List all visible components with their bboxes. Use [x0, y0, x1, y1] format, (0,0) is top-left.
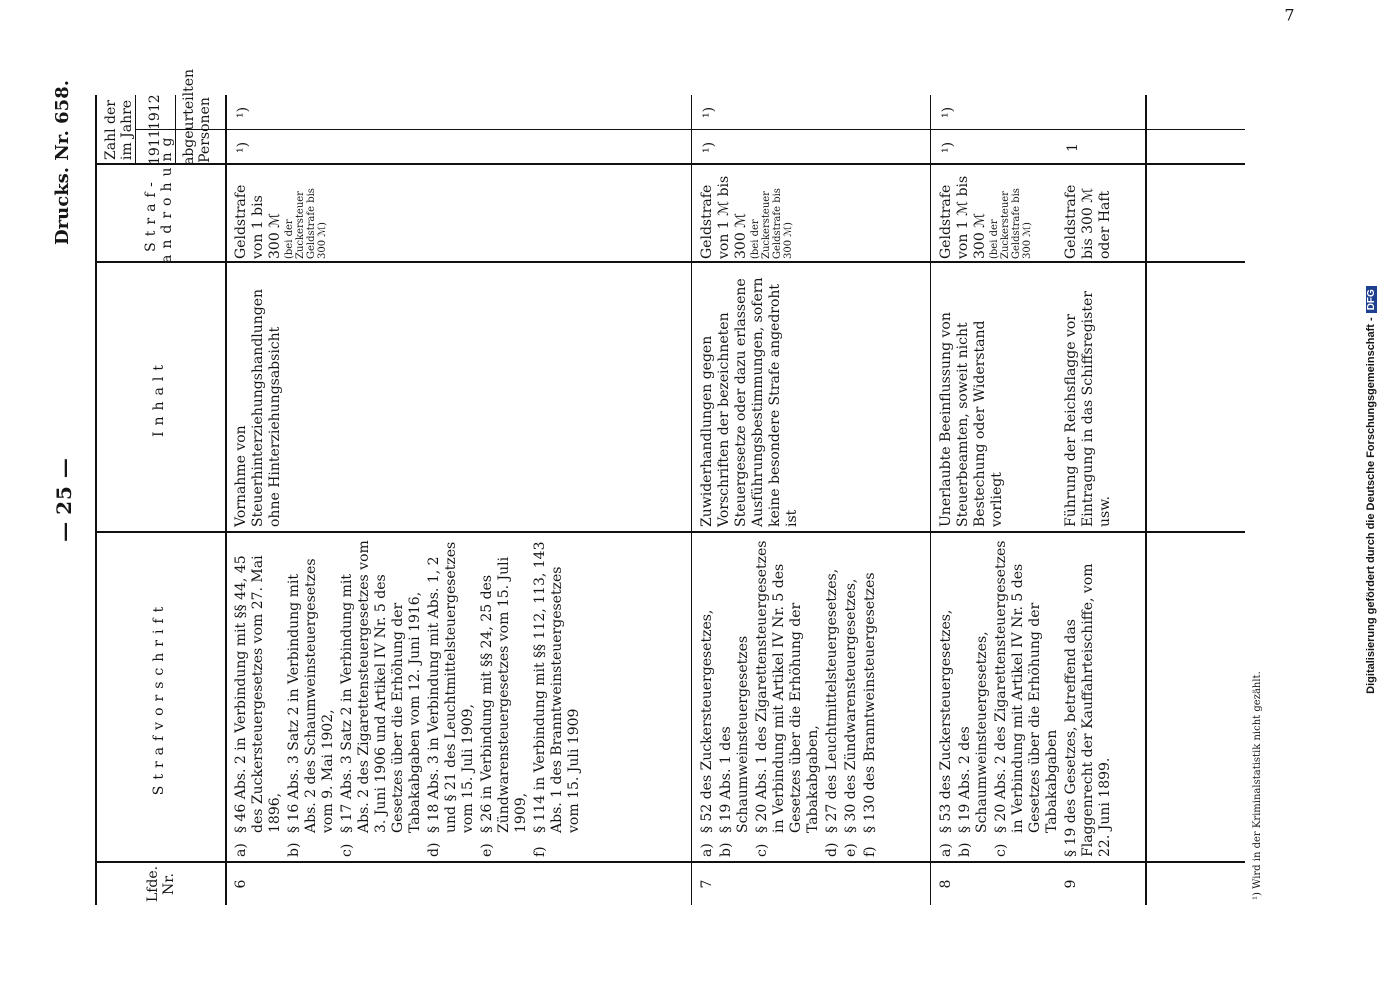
- column-rule: [95, 531, 1245, 533]
- strafvorschrift-cell: [699, 539, 881, 857]
- list-item: c) § 17 Abs. 3 Satz 2 in Verbindung mit Abs. 2 des Zigarettensteuergesetzes vom 3. Juni 1906 und Artikel IV Nr. 5 des Gesetzes über die Erhöhung der Tabakabgaben vom 12. Juni 1916,: [339, 540, 423, 857]
- strafvorschrift-cell: § 19 des Gesetzes, betreffend das Flaggenrecht der Kauffahrteischiffe, vom 22. Juni 1899.: [1063, 563, 1113, 857]
- count-1912: ¹): [235, 106, 251, 119]
- row-rule: [930, 95, 931, 905]
- subheader-rule: [175, 95, 176, 165]
- header-zahl: Zahl der im Jahre: [103, 99, 135, 161]
- row-rule: [691, 95, 692, 905]
- list-item: e) § 26 in Verbindung mit §§ 24, 25 des Zündwarensteuergesetzes vom 15. Juli 1909,: [479, 556, 529, 857]
- table-top-rule: [95, 95, 97, 905]
- header-rule: [225, 95, 227, 905]
- dfg-logo: DFG: [1366, 286, 1377, 313]
- list-item: b) § 16 Abs. 3 Satz 2 in Verbindung mit Abs. 2 des Schaumweinsteuergesetzes vom 9. Mai 1902,: [286, 558, 336, 857]
- header-strafvorschrift: Strafvorschrift: [151, 600, 167, 796]
- list-item: a) § 52 des Zuckersteuergesetzes,: [699, 609, 715, 857]
- footnote: ¹) Wird in der Kriminalstatistik nicht gezählt.: [1252, 671, 1263, 900]
- strafandrohung-cell: Geldstrafe bis 300 ℳ oder Haft: [1063, 184, 1113, 259]
- inhalt-cell: Führung der Reichsflagge vor Eintragung in das Schiffsregister usw.: [1063, 291, 1113, 527]
- inhalt-cell: Zuwiderhandlungen gegen Vorschriften der bezeichneten Steuergesetze oder dazu erlassene Ausführungsbestimmungen, sofern keine besondere Strafe angedroht ist: [699, 277, 800, 527]
- strafandrohung-cell: Geldstrafe von 1 bis 300 ℳ (bei der Zuckersteuer Geldstrafe bis 300 ℳ): [233, 184, 328, 259]
- row-number: 7: [699, 879, 715, 889]
- list-item: f) § 114 in Verbindung mit §§ 112, 113, 143 Abs. 1 des Branntweinsteuergesetzes vom 15. Juli 1909: [532, 541, 582, 857]
- list-item: b) § 19 Abs. 1 des Schaumweinsteuergesetzes: [718, 635, 751, 857]
- druck-number: Drucks. Nr. 658.: [52, 80, 73, 245]
- list-item: c) § 20 Abs. 2 des Zigarettensteuergesetzes in Verbindung mit Artikel IV Nr. 5 des Gesetzes über die Erhöhung der Tabakabgaben: [993, 540, 1060, 857]
- list-item: d) § 27 des Leuchtmittelsteuergesetzes,: [824, 568, 840, 857]
- header-inhalt: Inhalt: [151, 359, 167, 438]
- row-number: 6: [233, 879, 249, 889]
- count-1911: ¹): [235, 141, 251, 154]
- list-item: a) § 53 des Zuckersteuergesetzes,: [938, 609, 954, 857]
- strafvorschrift-cell: [938, 539, 1063, 857]
- digitization-credit: Digitalisierung gefördert durch die Deutsche Forschungsgemeinschaft -DFG: [1365, 20, 1377, 960]
- count-1911: 1: [1065, 143, 1081, 152]
- strafandrohung-cell: Geldstrafe von 1 ℳ bis 300 ℳ (bei der Zuckersteuer Geldstrafe bis 300 ℳ): [938, 175, 1033, 259]
- side-mark: 7: [1284, 5, 1295, 25]
- table-bottom-rule: [1145, 95, 1147, 905]
- inhalt-cell: Unerlaubte Beeinflussung von Steuerbeamten, soweit nicht Bestechung oder Widerstand vorliegt: [938, 312, 1005, 527]
- list-item: a) § 46 Abs. 2 in Verbindung mit §§ 44, 45 des Zuckersteuergesetzes vom 27. Mai 1896,: [233, 555, 283, 857]
- list-item: d) § 18 Abs. 3 in Verbindung mit Abs. 1, 2 und § 21 des Leuchtmittelsteuergesetzes vom 15. Juli 1909,: [426, 541, 476, 857]
- header-nr: Lfde. Nr.: [145, 865, 177, 903]
- count-1912: ¹): [940, 106, 956, 119]
- list-item: c) § 20 Abs. 1 des Zigarettensteuergesetzes in Verbindung mit Artikel IV Nr. 5 des Gesetzes über die Erhöhung der Tabakabgaben,: [754, 540, 821, 857]
- subheader-rule: [135, 95, 136, 165]
- header-abgeurteilt: abgeurteilten Personen: [181, 68, 213, 165]
- count-1912: ¹): [701, 106, 717, 119]
- header-1911: 1911: [147, 129, 163, 165]
- list-item: e) § 30 des Zündwarensteuergesetzes,: [843, 578, 859, 857]
- header-1912: 1912: [147, 94, 163, 130]
- list-item: f) § 130 des Branntweinsteuergesetzes: [862, 572, 878, 857]
- strafvorschrift-cell: [233, 539, 585, 857]
- list-item: b) § 19 Abs. 2 des Schaumweinsteuergesetzes,: [957, 631, 990, 857]
- row-number: 9: [1063, 879, 1079, 889]
- count-1911: ¹): [701, 141, 717, 154]
- header-strafandrohung: Straf- androhung: [143, 131, 175, 263]
- row-number: 8: [938, 879, 954, 889]
- penalty-table: [95, 68, 1245, 905]
- inhalt-cell: Vornahme von Steuerhinterziehungshandlungen ohne Hinterziehungsabsicht: [233, 288, 283, 527]
- column-rule: [95, 261, 1245, 263]
- page-number: — 25 —: [52, 458, 76, 542]
- count-1911: ¹): [940, 141, 956, 154]
- strafandrohung-cell: Geldstrafe von 1 ℳ bis 300 ℳ (bei der Zuckersteuer Geldstrafe bis 300 ℳ): [699, 175, 794, 259]
